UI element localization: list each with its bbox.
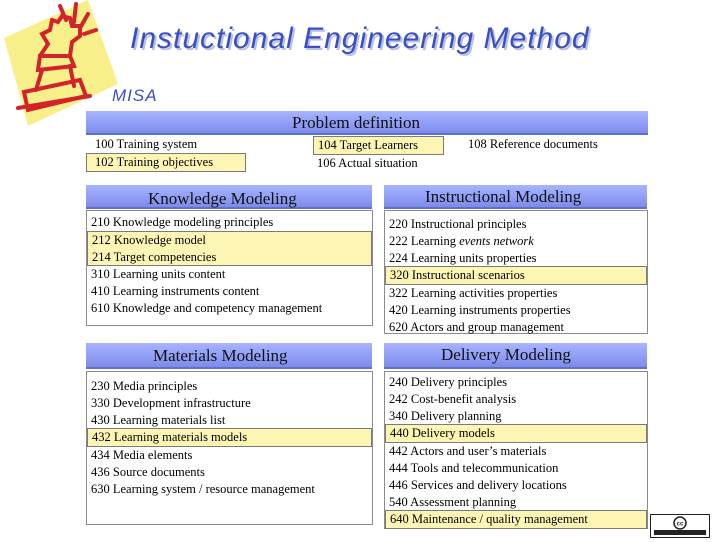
item-text: Instructional principles	[410, 217, 527, 231]
problem-item: 106 Actual situation	[317, 155, 418, 170]
item-number: 222	[389, 233, 408, 248]
list-item: 446 Services and delivery locations	[389, 477, 567, 492]
instructional-modeling-list	[384, 210, 648, 334]
problem-definition-heading: Problem definition	[292, 113, 420, 132]
item-text: Learning	[410, 233, 460, 248]
list-item-highlighted: 640 Maintenance / quality management	[385, 510, 647, 529]
list-item-highlighted: 214 Target competencies	[87, 249, 372, 267]
method-subtitle: MISA	[112, 86, 158, 105]
materials-modeling-list	[86, 371, 373, 525]
problem-center-group	[313, 136, 453, 170]
item-text: Learning instruments properties	[410, 302, 571, 317]
list-item: 442 Actors and user’s materials	[389, 444, 547, 459]
list-item: 430 Learning materials list	[91, 412, 226, 427]
list-item: 540 Assessment planning	[389, 494, 517, 509]
problem-item-highlighted: 102 Training objectives	[86, 153, 246, 172]
list-item: 230 Media principles	[91, 379, 198, 393]
list-item: 444 Tools and telecommunication	[389, 460, 559, 475]
svg-text:cc: cc	[676, 521, 684, 528]
item-number: 420	[389, 302, 408, 317]
problem-reference-documents: 108 Reference documents	[468, 137, 598, 151]
list-item	[385, 216, 647, 233]
instructional-modeling-heading: Instructional Modeling	[425, 187, 582, 206]
list-item: 436 Source documents	[91, 464, 205, 479]
list-item: 410 Learning instruments content	[91, 284, 260, 299]
delivery-modeling-heading: Delivery Modeling	[441, 345, 571, 364]
materials-modeling-heading: Materials Modeling	[153, 346, 288, 365]
item-number: 220	[389, 217, 408, 231]
list-item: 210 Knowledge modeling principles	[91, 215, 274, 229]
knowledge-modeling-heading: Knowledge Modeling	[148, 189, 297, 208]
item-text: Actors and group management	[410, 319, 564, 334]
chess-rook-icon	[0, 0, 120, 128]
list-item-highlighted	[385, 266, 647, 285]
item-number: 620	[389, 319, 408, 334]
item-number: 320	[390, 268, 409, 283]
delivery-modeling-list	[384, 371, 648, 529]
list-item: 240 Delivery principles	[389, 375, 508, 389]
list-item: 330 Development infrastructure	[91, 395, 251, 410]
list-item: 434 Media elements	[91, 448, 193, 463]
knowledge-modeling-list	[86, 210, 373, 326]
page-title: Instuctional Engineering Method	[130, 22, 590, 55]
license-badge-icon	[650, 514, 710, 538]
list-item	[385, 302, 647, 319]
problem-left-group	[86, 136, 246, 170]
list-item: 630 Learning system / resource management	[91, 481, 315, 496]
list-item-highlighted: 440 Delivery models	[385, 424, 647, 443]
list-item	[385, 233, 647, 250]
list-item	[385, 250, 647, 267]
list-item	[385, 319, 647, 336]
item-text-italic: events network	[459, 233, 534, 248]
item-text: Learning units properties	[410, 250, 537, 265]
list-item: 610 Knowledge and competency management	[91, 300, 323, 315]
problem-item-highlighted: 104 Target Learners	[313, 136, 444, 155]
item-number: 224	[389, 250, 408, 265]
problem-item: 100 Training system	[95, 137, 198, 151]
item-text: Learning activities properties	[410, 286, 558, 301]
list-item-highlighted: 212 Knowledge model	[87, 231, 372, 249]
item-text: Instructional scenarios	[411, 268, 525, 283]
list-item-highlighted: 432 Learning materials models	[87, 428, 372, 447]
list-item: 340 Delivery planning	[389, 408, 502, 423]
list-item	[385, 285, 647, 302]
list-item: 242 Cost-benefit analysis	[389, 391, 517, 406]
list-item: 310 Learning units content	[91, 267, 226, 282]
item-number: 322	[389, 286, 408, 301]
